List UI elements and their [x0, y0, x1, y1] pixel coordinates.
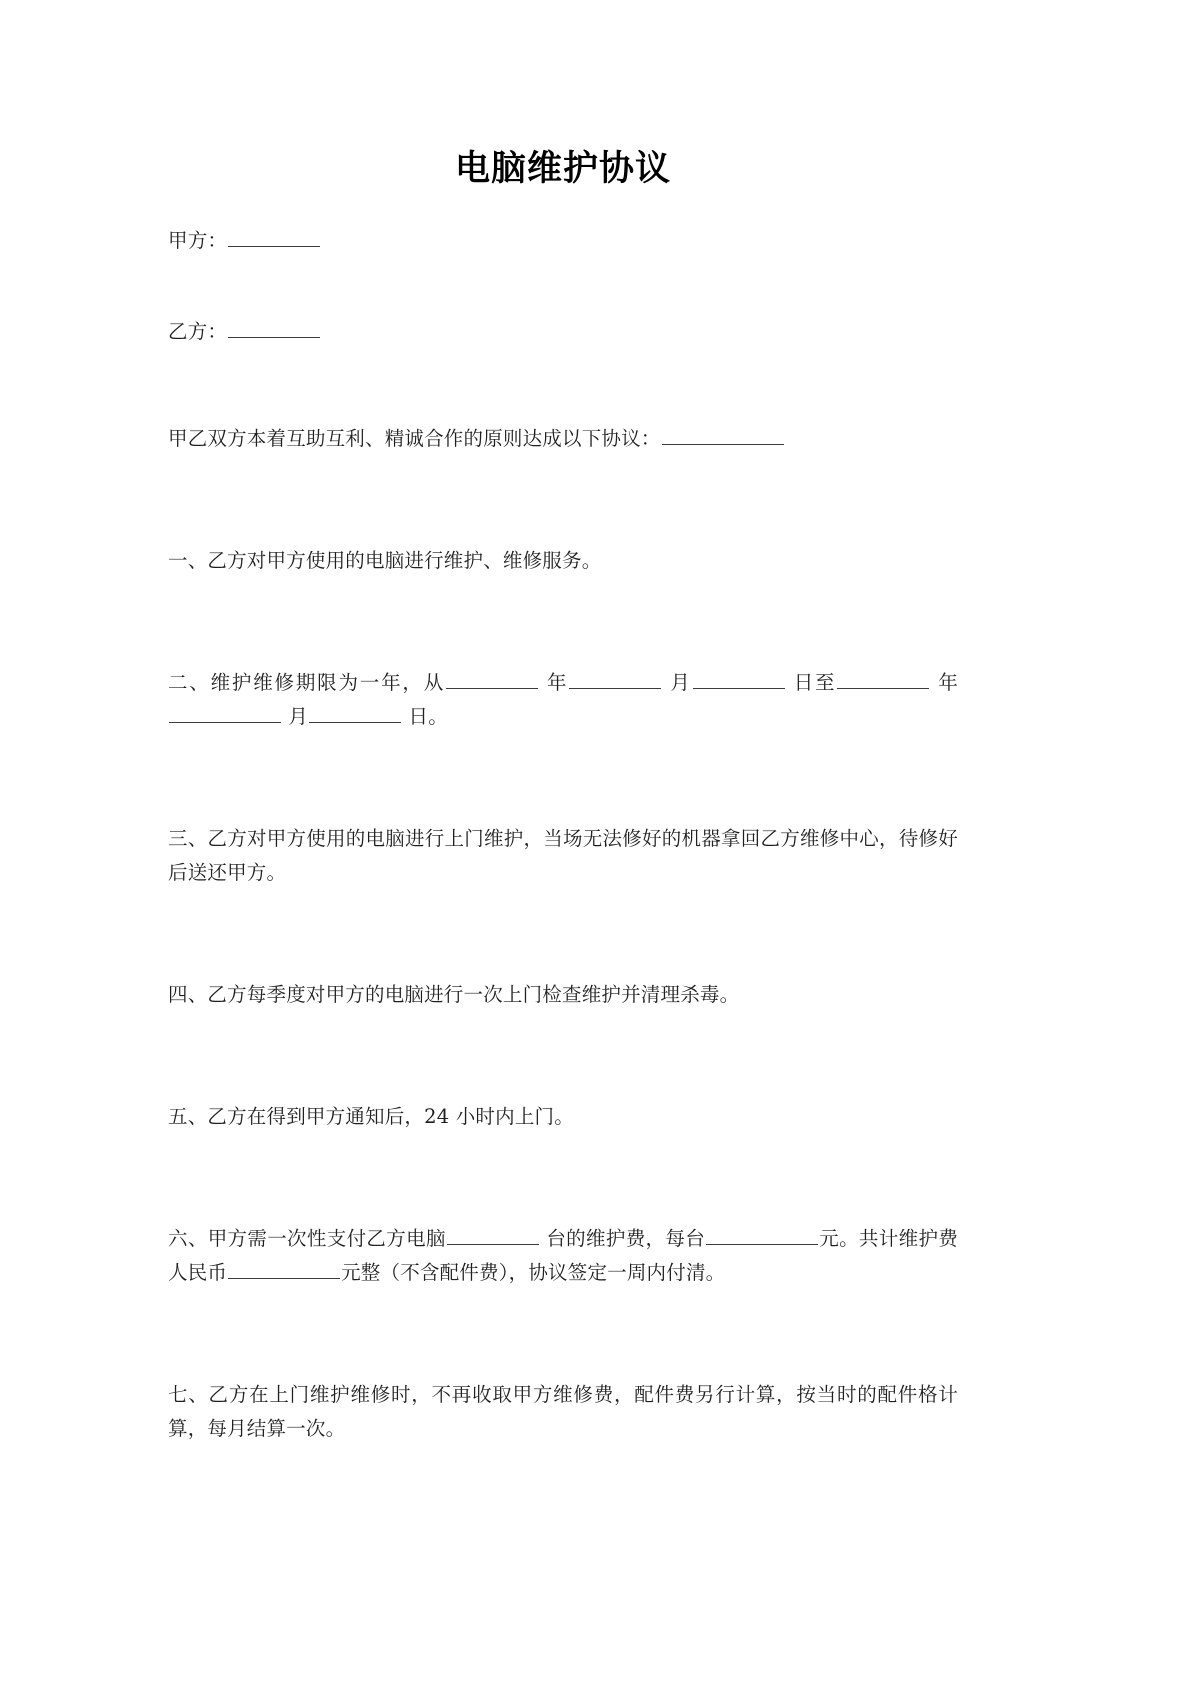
clause-1	[168, 544, 958, 578]
clause-6-number: 六、	[168, 1226, 208, 1250]
clause-1-text: 乙方对甲方使用的电脑进行维护、维修服务。	[207, 548, 602, 572]
clause-3	[168, 822, 958, 890]
preamble-blank[interactable]	[662, 425, 784, 445]
page-title: 电脑维护协议	[454, 149, 671, 189]
preamble-text: 甲乙双方本着互助互利、精诚合作的原则达成以下协议：	[168, 426, 661, 450]
clause-2-segment-2: 年	[547, 670, 569, 694]
clause-4-text: 乙方每季度对甲方的电脑进行一次上门检查维护并清理杀毒。	[207, 982, 740, 1006]
clause-2-blank-month-end[interactable]	[169, 703, 281, 723]
party-b-blank[interactable]	[228, 318, 320, 338]
clause-6-blank-total-amount[interactable]	[228, 1259, 340, 1279]
clause-2-blank-year-end[interactable]	[837, 669, 929, 689]
clause-2-segment-4: 日至	[793, 670, 837, 694]
party-a-line	[168, 224, 958, 258]
party-a-label: 甲方：	[168, 228, 228, 252]
clause-4	[168, 978, 958, 1012]
clause-1-number: 一、	[168, 548, 208, 572]
party-b-label: 乙方：	[168, 319, 228, 343]
clause-2-blank-day-end[interactable]	[309, 703, 401, 723]
clause-2-segment-3: 月	[670, 670, 692, 694]
clause-6-blank-unit-price[interactable]	[706, 1225, 818, 1245]
clause-3-number: 三、	[168, 826, 208, 850]
clause-6-segment-2: 台的维护费，每台	[546, 1226, 706, 1250]
clause-5	[168, 1100, 958, 1134]
clause-2-segment-7: 日。	[408, 704, 448, 728]
preamble-paragraph	[168, 422, 958, 456]
clause-7-number: 七、	[168, 1382, 209, 1406]
clause-6-segment-1: 甲方需一次性支付乙方电脑	[207, 1226, 446, 1250]
clause-6-segment-4: 元整（不含配件费），协议签定一周内付清。	[341, 1260, 726, 1284]
clause-6-segment-3: 元。共计维护费人民币	[168, 1226, 958, 1284]
clause-2-segment-6: 月	[288, 704, 309, 728]
party-a-blank[interactable]	[228, 227, 320, 247]
clause-2	[168, 666, 958, 734]
clause-2-segment-5: 年	[938, 670, 959, 694]
clause-2-blank-year-start[interactable]	[446, 669, 538, 689]
clause-5-text: 乙方在得到甲方通知后，24 小时内上门。	[207, 1104, 574, 1128]
party-b-line	[168, 315, 958, 349]
clause-6	[168, 1222, 958, 1290]
clause-4-number: 四、	[168, 982, 208, 1006]
clause-2-blank-month-start[interactable]	[569, 669, 661, 689]
clause-6-blank-quantity[interactable]	[447, 1225, 539, 1245]
document-body	[168, 0, 958, 1446]
clause-2-number: 二、	[168, 670, 211, 694]
clause-7-text: 乙方在上门维护维修时，不再收取甲方维修费，配件费另行计算，按当时的配件格计算，每月结算一次。	[168, 1382, 958, 1440]
clause-2-blank-day-start[interactable]	[693, 669, 785, 689]
clause-2-segment-1: 维护维修期限为一年，从	[210, 670, 446, 694]
clause-5-number: 五、	[168, 1104, 208, 1128]
clause-3-text: 乙方对甲方使用的电脑进行上门维护，当场无法修好的机器拿回乙方维修中心，待修好后送还甲方。	[168, 826, 958, 884]
clause-7	[168, 1378, 958, 1446]
